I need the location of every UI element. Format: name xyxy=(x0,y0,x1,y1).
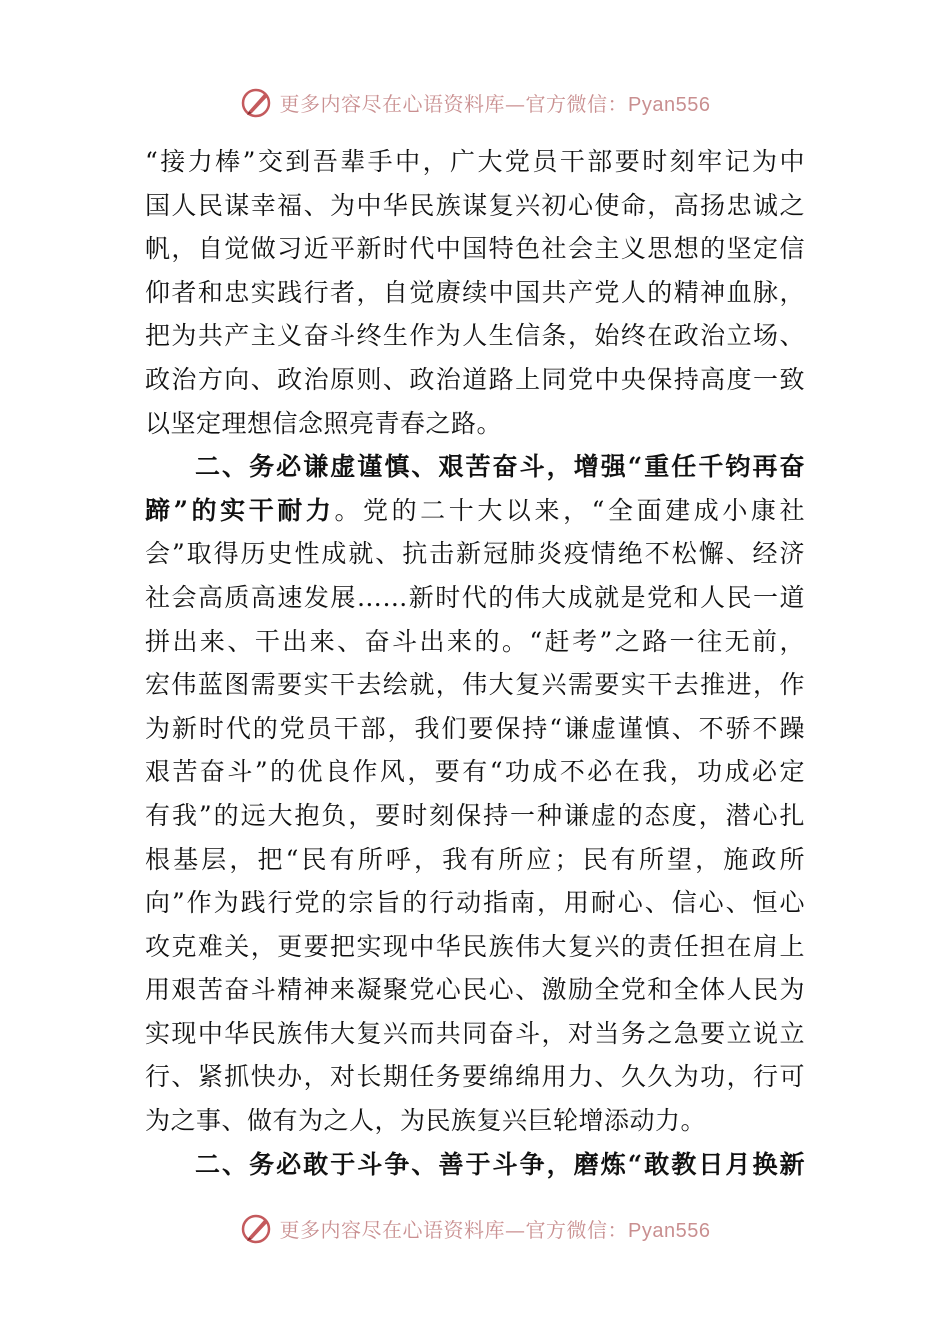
text-line: 国人民谋幸福、为中华民族谋复兴初心使命，高扬忠诚之 xyxy=(145,190,805,220)
watermark-banner-top xyxy=(0,82,950,122)
document-body xyxy=(145,140,805,1186)
text-line: 仰者和忠实践行者，自觉赓续中国共产党人的精神血脉， xyxy=(145,277,805,307)
text-line: 用艰苦奋斗精神来凝聚党心民心、激励全党和全体人民为 xyxy=(145,975,805,1005)
watermark-text: 更多内容尽在心语资料库—官方微信：Pyan556 xyxy=(279,1217,711,1242)
text-line: “接力棒”交到吾辈手中，广大党员干部要时刻牢记为中 xyxy=(145,147,805,176)
text-line: 把为共产主义奋斗终生作为人生信条，始终在政治立场、 xyxy=(145,321,805,351)
text-line: 为之事、做有为之人，为民族复兴巨轮增添动力。 xyxy=(145,1106,707,1136)
section-heading-tail: 蹄”的实干耐力 xyxy=(145,495,335,525)
pen-logo-icon xyxy=(240,1211,274,1245)
text-line: 会”取得历史性成就、抗击新冠肺炎疫情绝不松懈、经济 xyxy=(145,539,805,569)
watermark-handle: Pyan556 xyxy=(628,1219,711,1242)
text-line: 为新时代的党员干部，我们要保持“谦虚谨慎、不骄不躁 xyxy=(145,713,805,743)
watermark-banner-bottom xyxy=(0,1208,950,1248)
text-line: 拼出来、干出来、奋斗出来的。“赶考”之路一往无前， xyxy=(145,626,805,656)
paragraph-1 xyxy=(145,140,805,445)
text-line: 帆，自觉做习近平新时代中国特色社会主义思想的坚定信 xyxy=(145,234,805,264)
section-heading: 二、务必敢于斗争、善于斗争，磨炼“敢教日月换新 xyxy=(195,1149,805,1179)
text-line xyxy=(145,489,805,533)
text-line: 实现中华民族伟大复兴而共同奋斗，对当务之急要立说立 xyxy=(145,1018,805,1048)
text-fragment: 。党的二十大以来，“全面建成小康社 xyxy=(334,495,805,525)
text-line: 向”作为践行党的宗旨的行动指南，用耐心、信心、恒心 xyxy=(145,888,805,918)
paragraph-2 xyxy=(145,445,805,1143)
text-line: 以坚定理想信念照亮青春之路。 xyxy=(145,408,503,438)
paragraph-3 xyxy=(145,1143,805,1187)
section-heading: 二、务必谦虚谨慎、艰苦奋斗，增强“重任千钧再奋 xyxy=(195,452,805,482)
watermark-text: 更多内容尽在心语资料库—官方微信：Pyan556 xyxy=(279,91,711,116)
text-line: 根基层，把“民有所呼，我有所应；民有所望，施政所 xyxy=(145,844,805,874)
text-line: 行、紧抓快办，对长期任务要绵绵用力、久久为功，行可 xyxy=(145,1062,805,1092)
text-line: 艰苦奋斗”的优良作风，要有“功成不必在我，功成必定 xyxy=(145,757,805,787)
text-line: 有我”的远大抱负，要时刻保持一种谦虚的态度，潜心扎 xyxy=(145,800,805,830)
text-line: 宏伟蓝图需要实干去绘就，伟大复兴需要实干去推进，作 xyxy=(145,670,805,700)
text-line: 攻克难关，更要把实现中华民族伟大复兴的责任担在肩上 xyxy=(145,931,805,961)
text-line: 社会高质高速发展……新时代的伟大成就是党和人民一道 xyxy=(145,582,805,612)
pen-logo-icon xyxy=(240,85,274,119)
text-line: 政治方向、政治原则、政治道路上同党中央保持高度一致 xyxy=(145,364,805,394)
watermark-handle: Pyan556 xyxy=(628,93,711,116)
